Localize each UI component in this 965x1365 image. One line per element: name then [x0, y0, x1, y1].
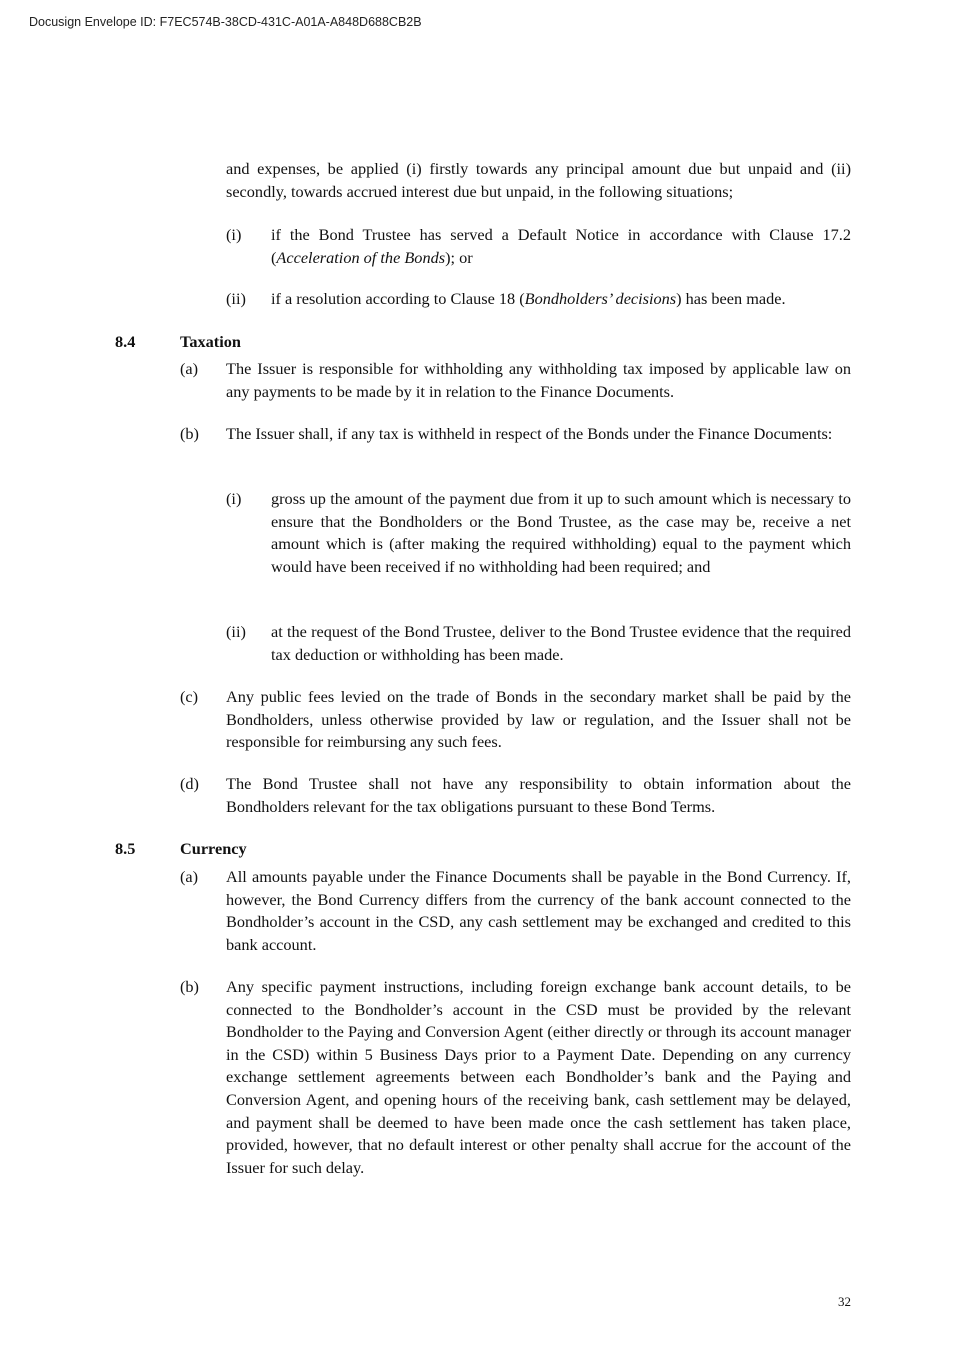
- clause-reference-italic: Bondholders’ decisions: [524, 289, 677, 308]
- item-label: (a): [180, 867, 199, 886]
- item-label: (i): [226, 225, 242, 244]
- item-label: (c): [180, 687, 199, 706]
- item-label: (a): [180, 359, 199, 378]
- taxation-b: The Issuer shall, if any tax is withheld in respect of the Bonds under the Finance Documents:: [226, 424, 833, 443]
- currency-b: Any specific payment instructions, including foreign exchange bank account details, to be connected to the Bondholder’s account in the CSD must be provided by the relevant Bondholder to the Paying and Conversion Agent (either directly or through its account manager in the CSD) within 5 Business Days prior to a Payment Date. Depending on any currency exchange settlement agreements between each Bondholder’s bank and the Paying and Conversion Agent, and opening hours of the receiving bank, cash settlement may be delayed, and payment shall be deemed to have been made once the cash settlement has taken place, provided, however, that no default interest or other penalty shall accrue for the account of the Issuer for such delay.: [226, 977, 851, 1177]
- section-title: Currency: [180, 839, 247, 858]
- continuation-paragraph: and expenses, be applied (i) firstly towards any principal amount due but unpaid and (ii) secondly, towards accrued interest due but unpaid, in the following situations;: [226, 159, 851, 201]
- envelope-id: Docusign Envelope ID: F7EC574B-38CD-431C-A01A-A848D688CB2B: [29, 15, 422, 29]
- page-number: 32: [838, 1294, 851, 1309]
- item-label: (b): [180, 977, 199, 996]
- currency-a: All amounts payable under the Finance Documents shall be payable in the Bond Currency. If, however, the Bond Currency differs from the currency of the bank account connected to the Bondholder’s account in the CSD, any cash settlement may be exchanged and credited to this bank account.: [226, 867, 851, 954]
- clause-reference-italic: Acceleration of the Bonds: [276, 247, 446, 267]
- taxation-b-ii: at the request of the Bond Trustee, deliver to the Bond Trustee evidence that the required tax deduction or withholding has been made.: [271, 622, 851, 664]
- continuation-item-ii: if a resolution according to Clause 18 (Bondholders’ decisions) has been made.: [271, 289, 786, 308]
- section-number: 8.5: [115, 839, 136, 858]
- taxation-a: The Issuer is responsible for withholding any withholding tax imposed by applicable law on any payments to be made by it in relation to the Finance Documents.: [226, 359, 851, 401]
- taxation-d: The Bond Trustee shall not have any responsibility to obtain information about the Bondholders relevant for the tax obligations pursuant to these Bond Terms.: [226, 774, 851, 816]
- taxation-c: Any public fees levied on the trade of Bonds in the secondary market shall be paid by the Bondholders, unless otherwise provided by law or regulation, and the Issuer shall not be responsible for reimbursing any such fees.: [226, 687, 851, 752]
- item-label: (ii): [226, 622, 246, 641]
- item-label: (d): [180, 774, 199, 793]
- taxation-b-i: gross up the amount of the payment due from it up to such amount which is necessary to ensure that the Bondholders or the Bond Trustee, as the case may be, receive a net amount which is (after making the required withholding) equal to the payment which would have been received if no withholding had been required; and: [271, 489, 851, 576]
- section-title: Taxation: [180, 332, 241, 351]
- item-label: (b): [180, 424, 199, 443]
- section-number: 8.4: [115, 332, 136, 351]
- continuation-item-i: if the Bond Trustee has served a Default Notice in accordance with Clause 17.2 (Acceleration of the Bonds); or: [271, 225, 851, 267]
- item-label: (i): [226, 489, 242, 508]
- item-label: (ii): [226, 289, 246, 308]
